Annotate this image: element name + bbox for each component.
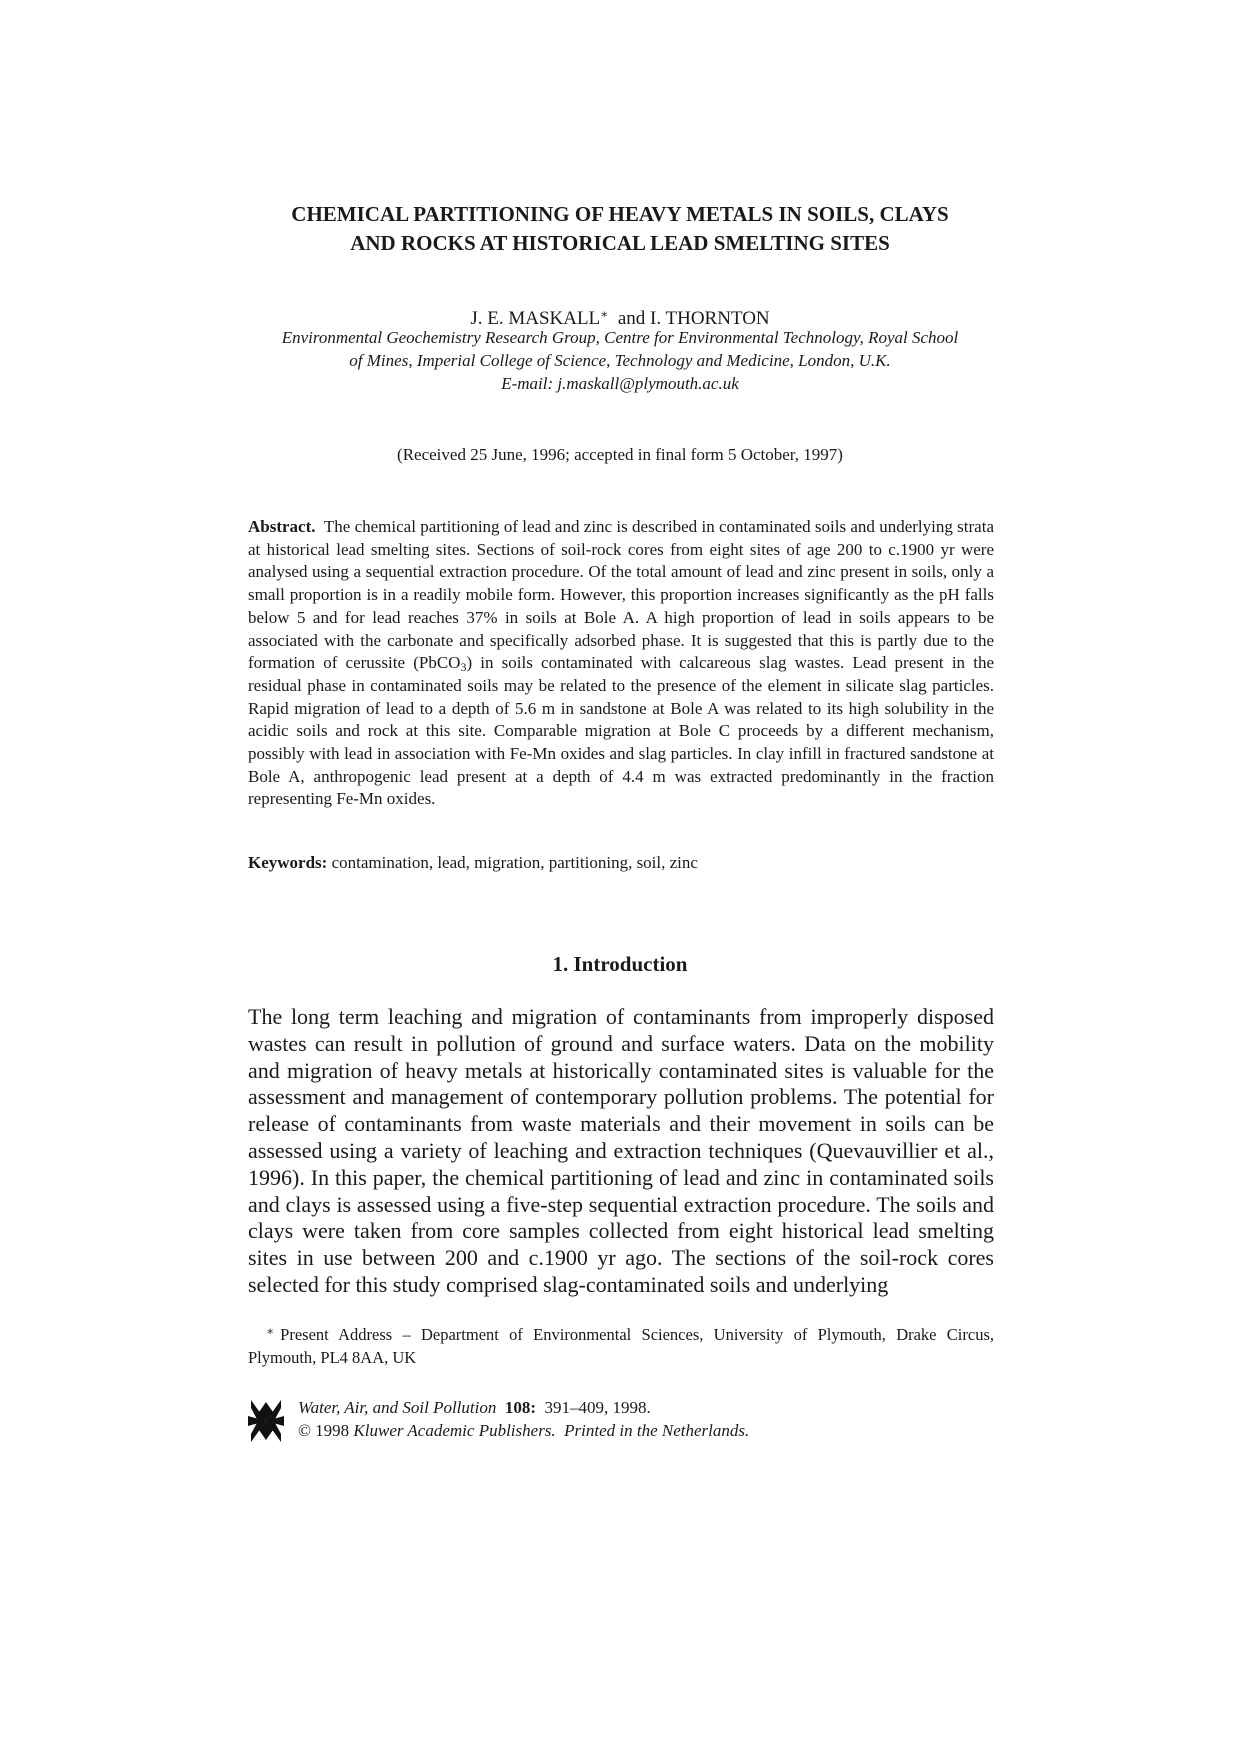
title-line-1: CHEMICAL PARTITIONING OF HEAVY METALS IN SOILS, CLAYS — [291, 202, 949, 226]
affiliation-email: E-mail: j.maskall@plymouth.ac.uk — [501, 374, 739, 393]
abstract-label: Abstract. — [248, 517, 316, 536]
paper-title — [250, 200, 990, 258]
introduction-body: The long term leaching and migration of contaminants from improperly disposed wastes can result in pollution of ground and surface waters. Data on the mobility and migration of heavy metals at historically contaminated sites is valuable for the assessment and management of contemporary pollution problems. The potential for release of contaminants from waste materials and their movement in soils can be assessed using a variety of leaching and extraction techniques (Quevauvillier et al., 1996). In this paper, the chemical partitioning of lead and zinc in contaminated soils and clays is assessed using a five-step sequential extraction procedure. The soils and clays were taken from core samples collected from eight historical lead smelting sites in use between 200 and c.1900 yr ago. The sections of the soil-rock cores selected for this study comprised slag-contaminated soils and underlying — [248, 1004, 994, 1297]
received-dates: (Received 25 June, 1996; accepted in final form 5 October, 1997) — [397, 445, 843, 464]
journal-citation-line-2 — [298, 1419, 958, 1442]
keywords-label: Keywords: — [248, 853, 328, 872]
abstract — [248, 516, 994, 811]
abstract-text-2: ) in soils contaminated with calcareous slag wastes. Lead present in the residual phase in contaminated soils may be related to the presence of the element in silicate slag particles. Rapid migration of lead to a depth of 5.6 m in sandstone at Bole A was related to its high solubility in the acidic soils and rock at this site. Comparable migration at Bole C proceeds by a different mechanism, possibly with lead in association with Fe-Mn oxides and slag particles. In clay infill in fractured sandstone at Bole A, anthropogenic lead present at a depth of 4.4 m was extracted predominantly in the fraction representing Fe-Mn oxides. — [248, 653, 994, 809]
title-line-2: AND ROCKS AT HISTORICAL LEAD SMELTING SITES — [350, 231, 890, 255]
keywords — [248, 852, 994, 874]
journal-citation — [298, 1396, 958, 1442]
author-footnote — [248, 1320, 994, 1369]
journal-pages: 391–409, 1998. — [544, 1398, 651, 1417]
footnote-mark: ∗ — [266, 1324, 275, 1338]
keywords-list: contamination, lead, migration, partitioning, soil, zinc — [331, 853, 698, 872]
author-1-footnote-mark: ∗ — [600, 307, 609, 321]
printed-location: Printed in the Netherlands. — [564, 1421, 750, 1440]
abstract-text-1: The chemical partitioning of lead and zinc is described in contaminated soils and underlying strata at historical lead smelting sites. Sections of soil-rock cores from eight sites of age 200 to c.1900 yr were analysed using a sequential extraction procedure. Of the total amount of lead and zinc present in soils, only a small proportion is in a readily mobile form. However, this proportion increases significantly as the pH falls below 5 and for lead reaches 37% in soils at Bole A. A high proportion of lead in soils appears to be associated with the carbonate and specifically adsorbed phase. It is suggested that this is partly due to the formation of cerussite (PbCO — [248, 517, 994, 673]
affiliation-line-2: of Mines, Imperial College of Science, Technology and Medicine, London, U.K. — [349, 351, 891, 370]
author-connector: and — [617, 308, 646, 329]
publisher-name: Kluwer Academic Publishers. — [353, 1421, 556, 1440]
author-1: J. E. MASKALL — [470, 308, 601, 329]
journal-citation-line-1 — [298, 1396, 958, 1419]
abstract-formula-subscript: 3 — [460, 660, 467, 675]
affiliation-line-1: Environmental Geochemistry Research Group, Centre for Environmental Technology, Royal School — [281, 328, 959, 347]
affiliation — [240, 326, 1000, 395]
section-heading-introduction: 1. Introduction — [552, 952, 688, 976]
copyright-year: 1998 — [315, 1421, 350, 1440]
journal-volume: 108: — [504, 1398, 537, 1417]
author-2: I. THORNTON — [650, 308, 770, 329]
footnote-text: Present Address – Department of Environmental Sciences, University of Plymouth, Drake Circus, Plymouth, PL4 8AA, UK — [248, 1325, 994, 1367]
copyright-symbol: © — [298, 1421, 311, 1440]
publisher-logo-icon — [248, 1398, 284, 1444]
journal-name: Water, Air, and Soil Pollution — [298, 1398, 497, 1417]
